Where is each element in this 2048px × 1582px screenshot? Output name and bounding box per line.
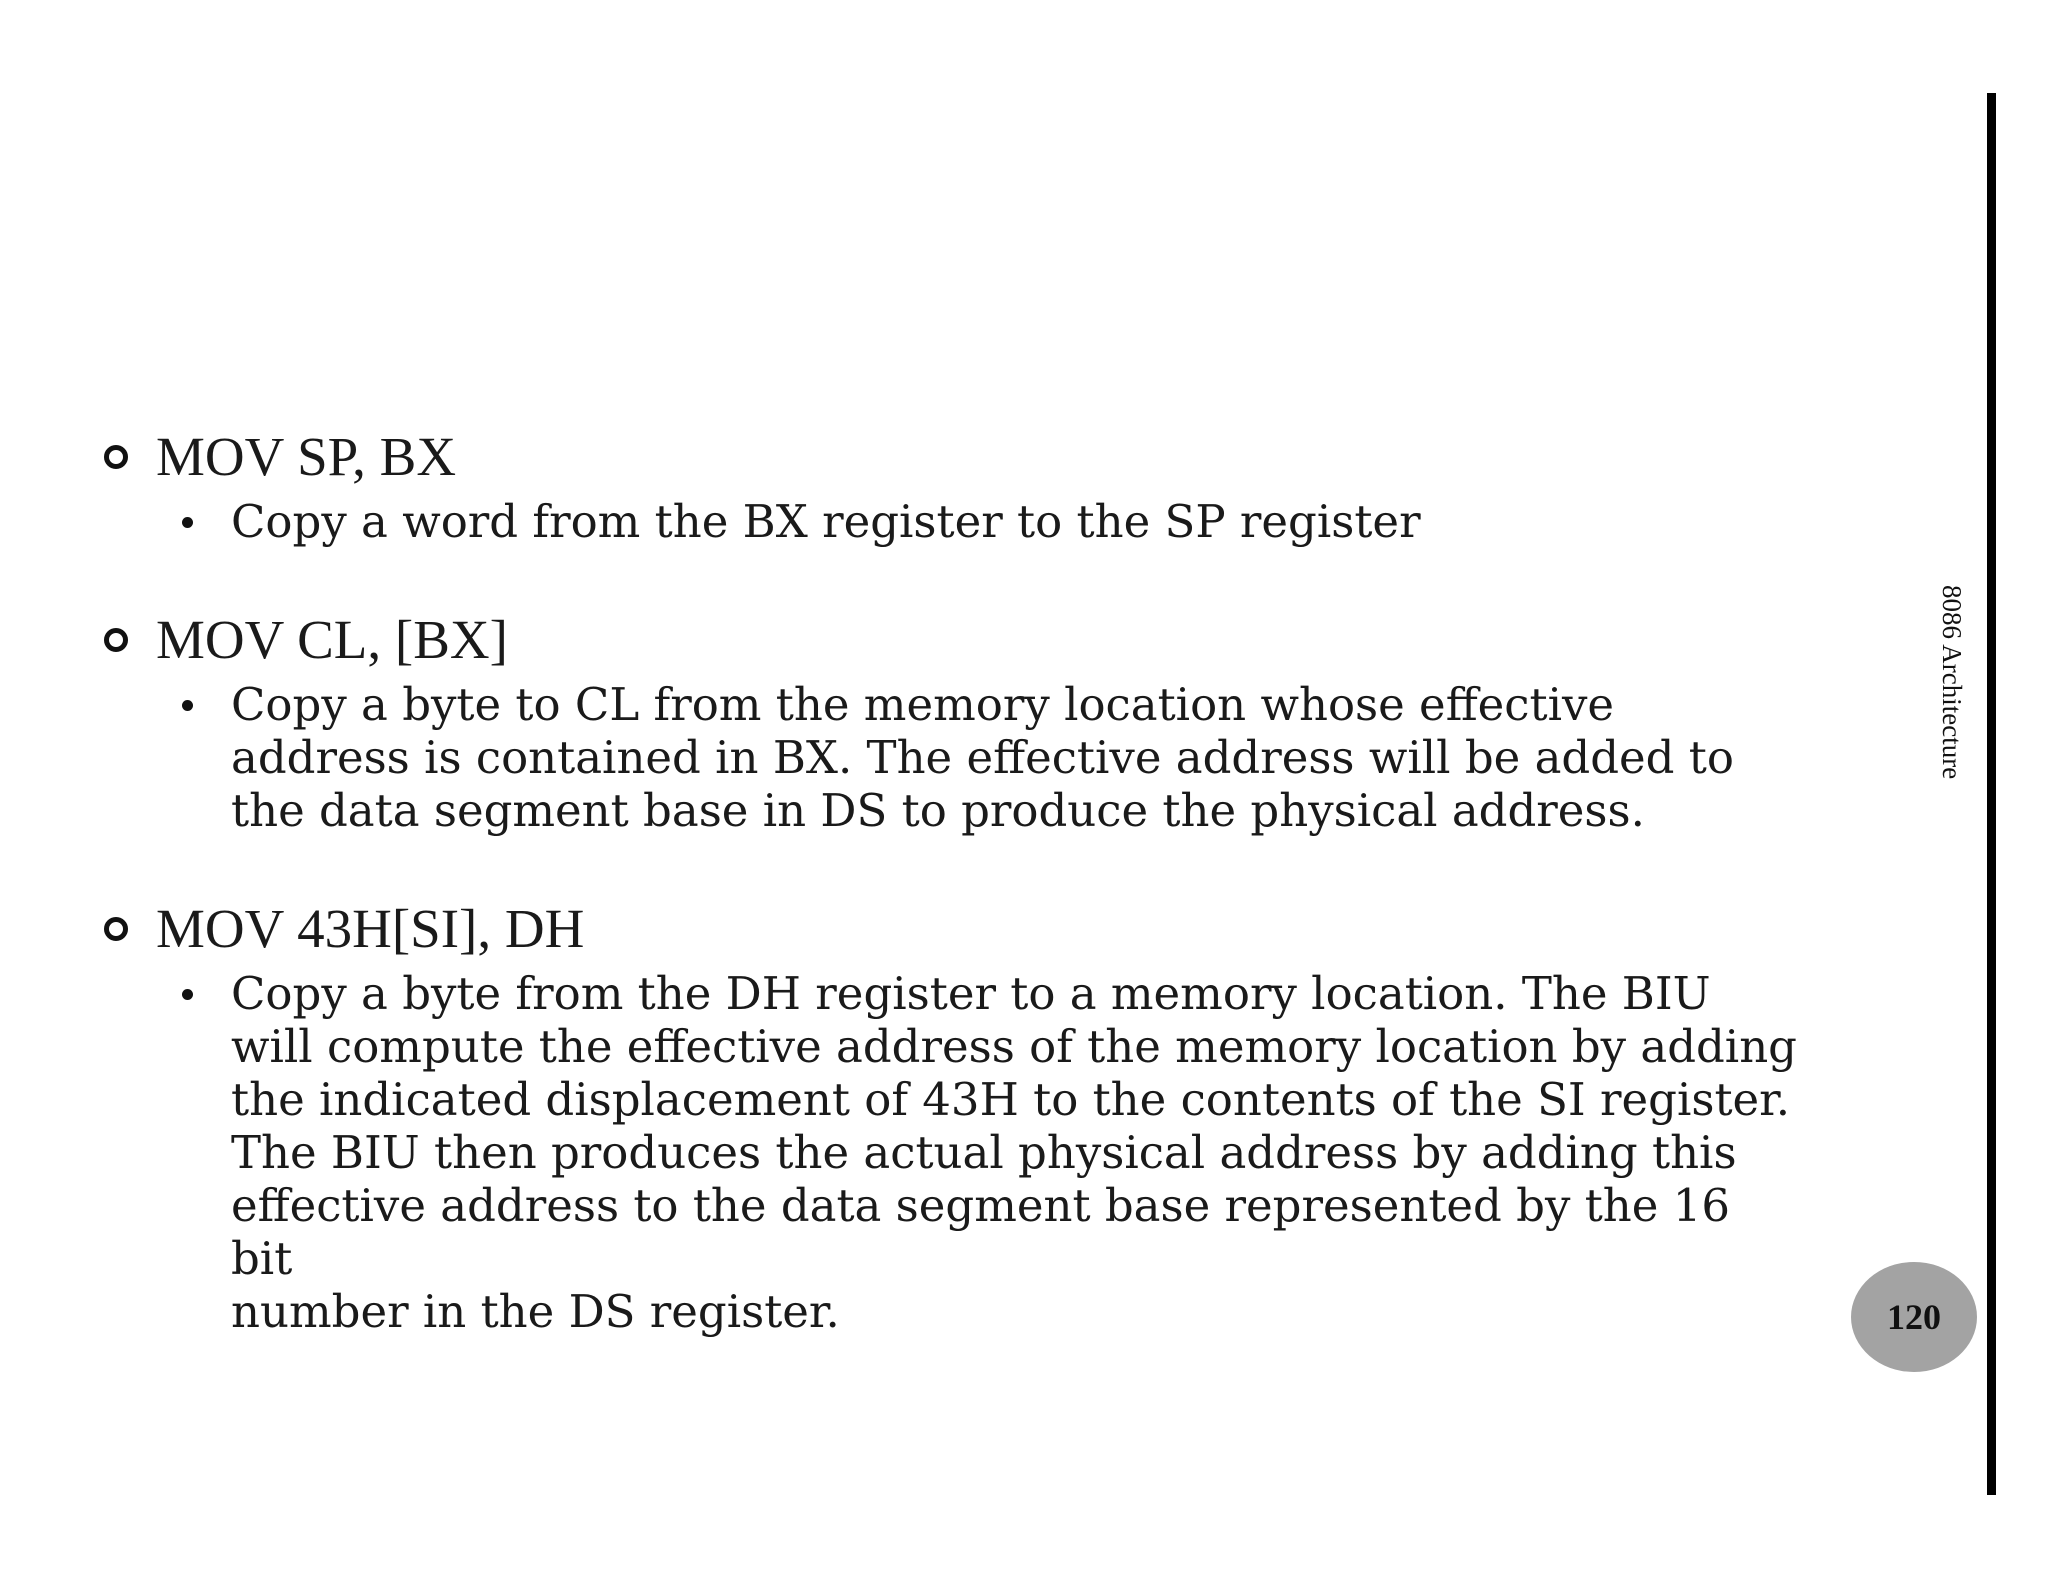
- instruction-title: MOV 43H[SI], DH: [156, 898, 585, 959]
- item-detail: [182, 967, 1800, 1338]
- instruction-description: Copy a byte from the DH register to a memory location. The BIU will compute the effective address of the memory location by adding the indicated displacement of 43H to the contents of the SI register. The BIU then produces the actual physical address by adding this effective address to the data segment base represented by the 16 bit number in the DS register.: [231, 967, 1797, 1338]
- instruction-title: MOV CL, [BX]: [156, 609, 508, 670]
- item-detail: [182, 495, 1800, 548]
- filled-bullet-icon: [182, 989, 193, 1000]
- list-item: [100, 608, 1800, 837]
- instruction-description: Copy a byte to CL from the memory location whose effective address is contained in BX. The effective address will be added to the data segment base in DS to produce the physical address.: [231, 678, 1734, 837]
- item-heading: [100, 608, 1800, 672]
- page-number-badge: [1851, 1262, 1977, 1372]
- item-detail: [182, 678, 1800, 837]
- hollow-bullet-icon: [104, 445, 128, 469]
- instruction-description: Copy a word from the BX register to the SP register: [231, 495, 1421, 548]
- filled-bullet-icon: [182, 700, 193, 711]
- item-heading: [100, 897, 1800, 961]
- hollow-bullet-icon: [104, 917, 128, 941]
- side-divider-bar: [1987, 93, 1996, 1495]
- hollow-bullet-icon: [104, 628, 128, 652]
- filled-bullet-icon: [182, 517, 193, 528]
- section-title: 8086 Architecture: [1937, 585, 1967, 780]
- list-item: [100, 897, 1800, 1338]
- side-section-label: [1937, 585, 1967, 805]
- slide-content: [100, 425, 1800, 1398]
- instruction-title: MOV SP, BX: [156, 426, 457, 487]
- item-heading: [100, 425, 1800, 489]
- page-number: 120: [1887, 1297, 1941, 1337]
- list-item: [100, 425, 1800, 548]
